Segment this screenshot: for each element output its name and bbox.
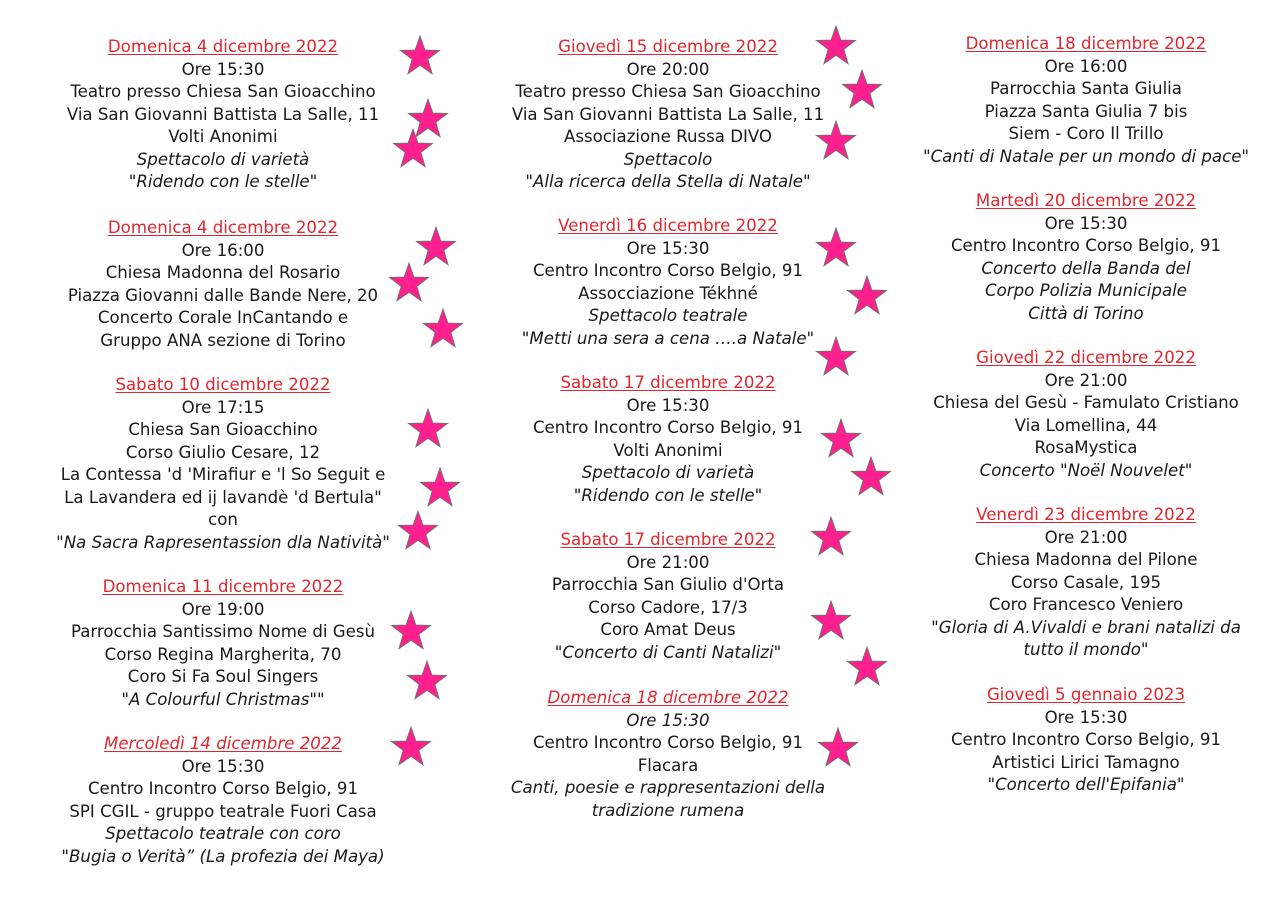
event-detail-line: RosaMystica (1034, 438, 1138, 457)
pink-star-icon (815, 25, 857, 67)
pink-star-icon (390, 610, 432, 652)
pink-star-icon (407, 408, 449, 450)
event-detail-line: "Canti di Natale per un mondo di pace" (922, 146, 1250, 166)
event-date: Mercoledì 14 dicembre 2022 (104, 734, 342, 753)
pink-star-icon (817, 727, 859, 769)
event-detail-line: Gruppo ANA sezione di Torino (100, 330, 346, 350)
event-detail-line: tutto il mondo" (1023, 640, 1149, 659)
event-detail-line: Coro Amat Deus (600, 620, 736, 639)
event-detail-line: Teatro presso Chiesa San Gioacchino (70, 82, 376, 101)
pink-star-icon (810, 600, 852, 642)
event-detail-line: Corso Casale, 195 (1010, 572, 1162, 592)
event-detail-line: Spettacolo di varietà (136, 149, 310, 169)
event-detail-line: Centro Incontro Corso Belgio, 91 (87, 779, 359, 798)
event-detail-line: La Contessa 'd 'Mirafiur e 'l So Seguit e (60, 465, 386, 484)
event-detail-line: Centro Incontro Corso Belgio, 91 (532, 733, 804, 752)
event-detail-line: Centro Incontro Corso Belgio, 91 (532, 418, 804, 437)
event-block (900, 504, 1272, 662)
event-detail-line: "Metti una sera a cena ….a Natale" (521, 328, 815, 348)
event-date: Domenica 18 dicembre 2022 (547, 688, 789, 707)
event-detail-line: Ore 15:30 (181, 756, 265, 776)
event-detail-line: Ore 15:30 (1044, 707, 1128, 727)
event-detail-line: Ore 15:30 (181, 59, 265, 79)
event-detail-line: La Lavandera ed ij lavandè 'd Bertula" (64, 487, 382, 507)
event-detail-line: Parrocchia Santissimo Nome di Gesù (70, 622, 376, 641)
event-detail-line: Città di Torino (1028, 303, 1144, 323)
event-detail-line: "Ridendo con le stelle" (573, 485, 763, 505)
event-detail-line: Centro Incontro Corso Belgio, 91 (950, 730, 1222, 749)
event-block (30, 36, 416, 194)
event-detail-line: Siem - Coro Il Trillo (1008, 124, 1164, 143)
pink-star-icon (815, 120, 857, 162)
event-detail-line: SPI CGIL - gruppo teatrale Fuori Casa (69, 801, 377, 821)
event-date: Venerdì 23 dicembre 2022 (976, 505, 1196, 524)
event-detail-line: Canti, poesie e rappresentazioni della (510, 778, 826, 797)
event-block (30, 733, 416, 868)
event-date: Sabato 17 dicembre 2022 (560, 530, 776, 549)
pink-star-icon (390, 726, 432, 768)
event-date: Domenica 4 dicembre 2022 (107, 218, 339, 237)
pink-star-icon (820, 418, 862, 460)
event-detail-line: Spettacolo teatrale (588, 306, 748, 325)
event-detail-line: Piazza Giovanni dalle Bande Nere, 20 (67, 285, 379, 305)
event-detail-line: Concerto della Banda del (981, 258, 1191, 278)
pink-star-icon (810, 516, 852, 558)
pink-star-icon (815, 336, 857, 378)
event-block (478, 215, 858, 350)
event-detail-line: Ore 15:30 (626, 395, 710, 415)
event-date: Domenica 11 dicembre 2022 (102, 577, 344, 596)
event-detail-line: Ore 21:00 (1044, 370, 1128, 390)
event-detail-line: Coro Francesco Veniero (988, 595, 1184, 614)
event-detail-line: Corso Cadore, 17/3 (588, 597, 748, 617)
pink-star-icon (841, 69, 883, 111)
event-detail-line: Ore 15:30 (1044, 213, 1128, 233)
event-detail-line: Volti Anonimi (613, 440, 723, 460)
event-detail-line: Ore 16:00 (1044, 56, 1128, 76)
event-date: Giovedì 22 dicembre 2022 (976, 348, 1196, 367)
event-detail-line: Via San Giovanni Battista La Salle, 11 (511, 104, 825, 124)
event-detail-line: Concerto Corale InCantando e (97, 308, 349, 327)
pink-star-icon (392, 128, 434, 170)
event-date: Sabato 17 dicembre 2022 (560, 373, 776, 392)
event-detail-line: Spettacolo (623, 149, 713, 169)
event-block (478, 687, 858, 822)
event-date: Giovedì 15 dicembre 2022 (558, 37, 778, 56)
pink-star-icon (850, 456, 892, 498)
event-date: Giovedì 5 gennaio 2023 (986, 685, 1186, 704)
event-detail-line: Concerto "Noël Nouvelet" (979, 460, 1193, 480)
event-detail-line: Artistici Lirici Tamagno (992, 752, 1180, 772)
event-detail-line: "Ridendo con le stelle" (128, 172, 318, 191)
event-date: Domenica 4 dicembre 2022 (107, 37, 339, 56)
event-detail-line: Chiesa Madonna del Pilone (974, 550, 1198, 569)
event-block (900, 684, 1272, 797)
event-detail-line: Chiesa Madonna del Rosario (105, 263, 341, 282)
event-date: Domenica 18 dicembre 2022 (965, 34, 1207, 53)
event-detail-line: Spettacolo di varietà (581, 463, 755, 482)
event-detail-line: Ore 15:30 (626, 238, 710, 258)
event-block (30, 217, 416, 352)
event-detail-line: Coro Si Fa Soul Singers (127, 667, 319, 686)
pink-star-icon (815, 227, 857, 269)
event-detail-line: Chiesa San Gioacchino (128, 420, 318, 439)
event-date: Sabato 10 dicembre 2022 (115, 375, 331, 394)
event-detail-line: "Alla ricerca della Stella di Natale" (525, 172, 811, 191)
event-detail-line: Assocciazione Tékhné (578, 283, 758, 303)
event-detail-line: Corpo Polizia Municipale (985, 281, 1187, 300)
event-detail-line: Flacara (637, 755, 699, 775)
event-detail-line: "Bugia o Verità” (La profezia dei Maya) (61, 846, 385, 866)
event-detail-line: Ore 19:00 (181, 599, 265, 619)
event-detail-line: Parrocchia San Giulio d'Orta (551, 575, 785, 594)
pink-star-icon (406, 660, 448, 702)
event-detail-line: "Gloria di A.Vivaldi e brani natalizi da (931, 617, 1241, 637)
event-block (478, 529, 858, 664)
event-detail-line: Ore 17:15 (181, 397, 265, 417)
event-detail-line: Ore 21:00 (626, 552, 710, 572)
event-date: Venerdì 16 dicembre 2022 (558, 216, 778, 235)
event-block (30, 374, 416, 554)
event-detail-line: Volti Anonimi (168, 127, 278, 146)
pink-star-icon (419, 467, 461, 509)
pink-star-icon (846, 646, 888, 688)
pink-star-icon (388, 262, 430, 304)
event-detail-line: Chiesa del Gesù - Famulato Cristiano (933, 393, 1239, 412)
event-detail-line: Parrocchia Santa Giulia (990, 79, 1182, 98)
event-block (900, 33, 1272, 168)
event-detail-line: Teatro presso Chiesa San Gioacchino (515, 82, 821, 101)
event-date: Martedì 20 dicembre 2022 (975, 191, 1197, 210)
pink-star-icon (846, 275, 888, 317)
event-detail-line: "Concerto dell'Epifania" (987, 775, 1185, 794)
event-detail-line: con (208, 510, 238, 529)
event-detail-line: Spettacolo teatrale con coro (105, 824, 341, 843)
event-detail-line: Ore 21:00 (1044, 527, 1128, 547)
event-block (900, 347, 1272, 482)
event-detail-line: Corso Giulio Cesare, 12 (125, 442, 321, 462)
event-block (30, 576, 416, 711)
event-block (478, 372, 858, 507)
event-detail-line: "Concerto di Canti Natalizi" (554, 642, 782, 662)
event-detail-line: Corso Regina Margherita, 70 (104, 644, 342, 664)
pink-star-icon (397, 510, 439, 552)
event-detail-line: Associazione Russa DIVO (564, 127, 772, 146)
event-detail-line: Centro Incontro Corso Belgio, 91 (532, 261, 804, 280)
pink-star-icon (399, 35, 441, 77)
event-detail-line: Ore 20:00 (626, 59, 710, 79)
event-block (478, 36, 858, 194)
event-block (900, 190, 1272, 325)
event-detail-line: Centro Incontro Corso Belgio, 91 (950, 236, 1222, 255)
event-detail-line: tradizione rumena (591, 800, 745, 820)
event-detail-line: Ore 16:00 (181, 240, 265, 260)
event-detail-line: Ore 15:30 (626, 710, 710, 730)
event-detail-line: Piazza Santa Giulia 7 bis (984, 101, 1188, 121)
event-detail-line: Via Lomellina, 44 (1014, 415, 1158, 435)
event-detail-line: "A Colourful Christmas"" (121, 689, 325, 709)
event-detail-line: "Na Sacra Rapresentassion dla Natività" (56, 532, 390, 552)
event-detail-line: Via San Giovanni Battista La Salle, 11 (66, 104, 380, 124)
pink-star-icon (422, 308, 464, 350)
